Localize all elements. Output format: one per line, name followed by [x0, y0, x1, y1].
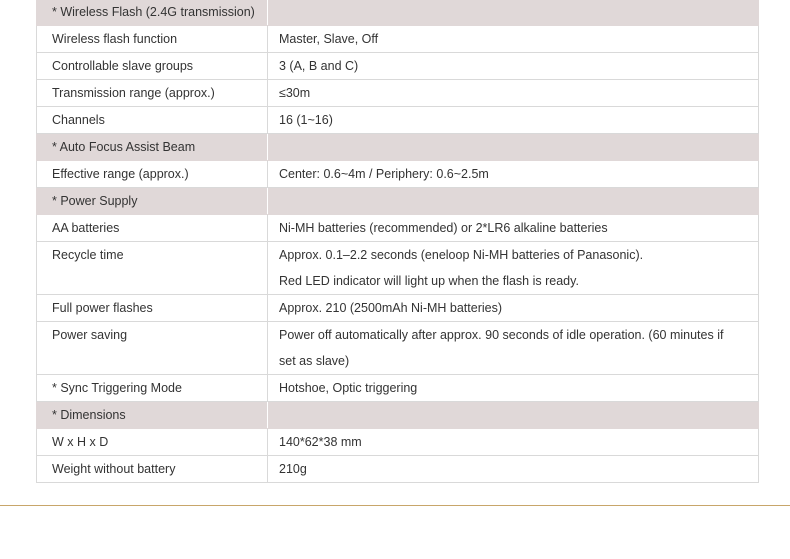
spec-value — [268, 26, 759, 53]
section-blank-cell — [268, 0, 759, 26]
spec-value-line: 3 (A, B and C) — [279, 59, 359, 73]
spec-row — [37, 429, 759, 456]
spec-value-line: Ni-MH batteries (recommended) or 2*LR6 alkaline batteries — [279, 221, 608, 235]
spec-value-line: ≤30m — [279, 86, 311, 100]
spec-label: AA batteries — [37, 215, 268, 242]
spec-label: Full power flashes — [37, 295, 268, 322]
spec-label: Effective range (approx.) — [37, 161, 268, 188]
spec-label: Transmission range (approx.) — [37, 80, 268, 107]
section-header-row — [37, 0, 759, 26]
spec-table — [36, 0, 759, 483]
section-title: * Power Supply — [37, 188, 268, 215]
spec-value-line: Center: 0.6~4m / Periphery: 0.6~2.5m — [279, 167, 489, 181]
section-title: * Wireless Flash (2.4G transmission) — [37, 0, 268, 26]
spec-row — [37, 322, 759, 375]
spec-value-line: 140*62*38 mm — [279, 435, 362, 449]
spec-value-line: Master, Slave, Off — [279, 32, 379, 46]
spec-value — [268, 53, 759, 80]
spec-label: W x H x D — [37, 429, 268, 456]
spec-row — [37, 53, 759, 80]
section-blank-cell — [268, 402, 759, 429]
spec-row — [37, 242, 759, 295]
spec-row — [37, 161, 759, 188]
spec-value — [268, 322, 759, 375]
section-header-row — [37, 134, 759, 161]
spec-value — [268, 242, 759, 295]
spec-row — [37, 375, 759, 402]
spec-value-line: Approx. 0.1–2.2 seconds (eneloop Ni-MH batteries of Panasonic). — [279, 248, 644, 262]
section-blank-cell — [268, 188, 759, 215]
spec-row — [37, 107, 759, 134]
spec-row — [37, 456, 759, 483]
spec-value — [268, 375, 759, 402]
spec-value — [268, 295, 759, 322]
spec-value — [268, 215, 759, 242]
spec-label: Recycle time — [37, 242, 268, 295]
spec-label: * Sync Triggering Mode — [37, 375, 268, 402]
spec-value — [268, 429, 759, 456]
section-header-row — [37, 188, 759, 215]
spec-value — [268, 161, 759, 188]
spec-value-line: Hotshoe, Optic triggering — [279, 381, 418, 395]
spec-value-line: Red LED indicator will light up when the flash is ready. — [279, 274, 579, 288]
spec-value — [268, 80, 759, 107]
spec-row — [37, 295, 759, 322]
spec-value-line: 16 (1~16) — [279, 113, 333, 127]
spec-value-line: Power off automatically after approx. 90 seconds of idle operation. (60 minutes if — [279, 328, 724, 342]
spec-label: Controllable slave groups — [37, 53, 268, 80]
spec-label: Wireless flash function — [37, 26, 268, 53]
spec-value-line: 210g — [279, 462, 307, 476]
section-header-row — [37, 402, 759, 429]
spec-label: Channels — [37, 107, 268, 134]
footer-divider — [0, 505, 790, 506]
spec-label: Weight without battery — [37, 456, 268, 483]
section-title: * Dimensions — [37, 402, 268, 429]
spec-value — [268, 107, 759, 134]
spec-label: Power saving — [37, 322, 268, 375]
spec-value-line: Approx. 210 (2500mAh Ni-MH batteries) — [279, 301, 503, 315]
spec-value — [268, 456, 759, 483]
spec-row — [37, 80, 759, 107]
spec-row — [37, 26, 759, 53]
spec-value-line: set as slave) — [279, 354, 350, 368]
section-title: * Auto Focus Assist Beam — [37, 134, 268, 161]
spec-table-body — [37, 0, 759, 483]
section-blank-cell — [268, 134, 759, 161]
spec-row — [37, 215, 759, 242]
